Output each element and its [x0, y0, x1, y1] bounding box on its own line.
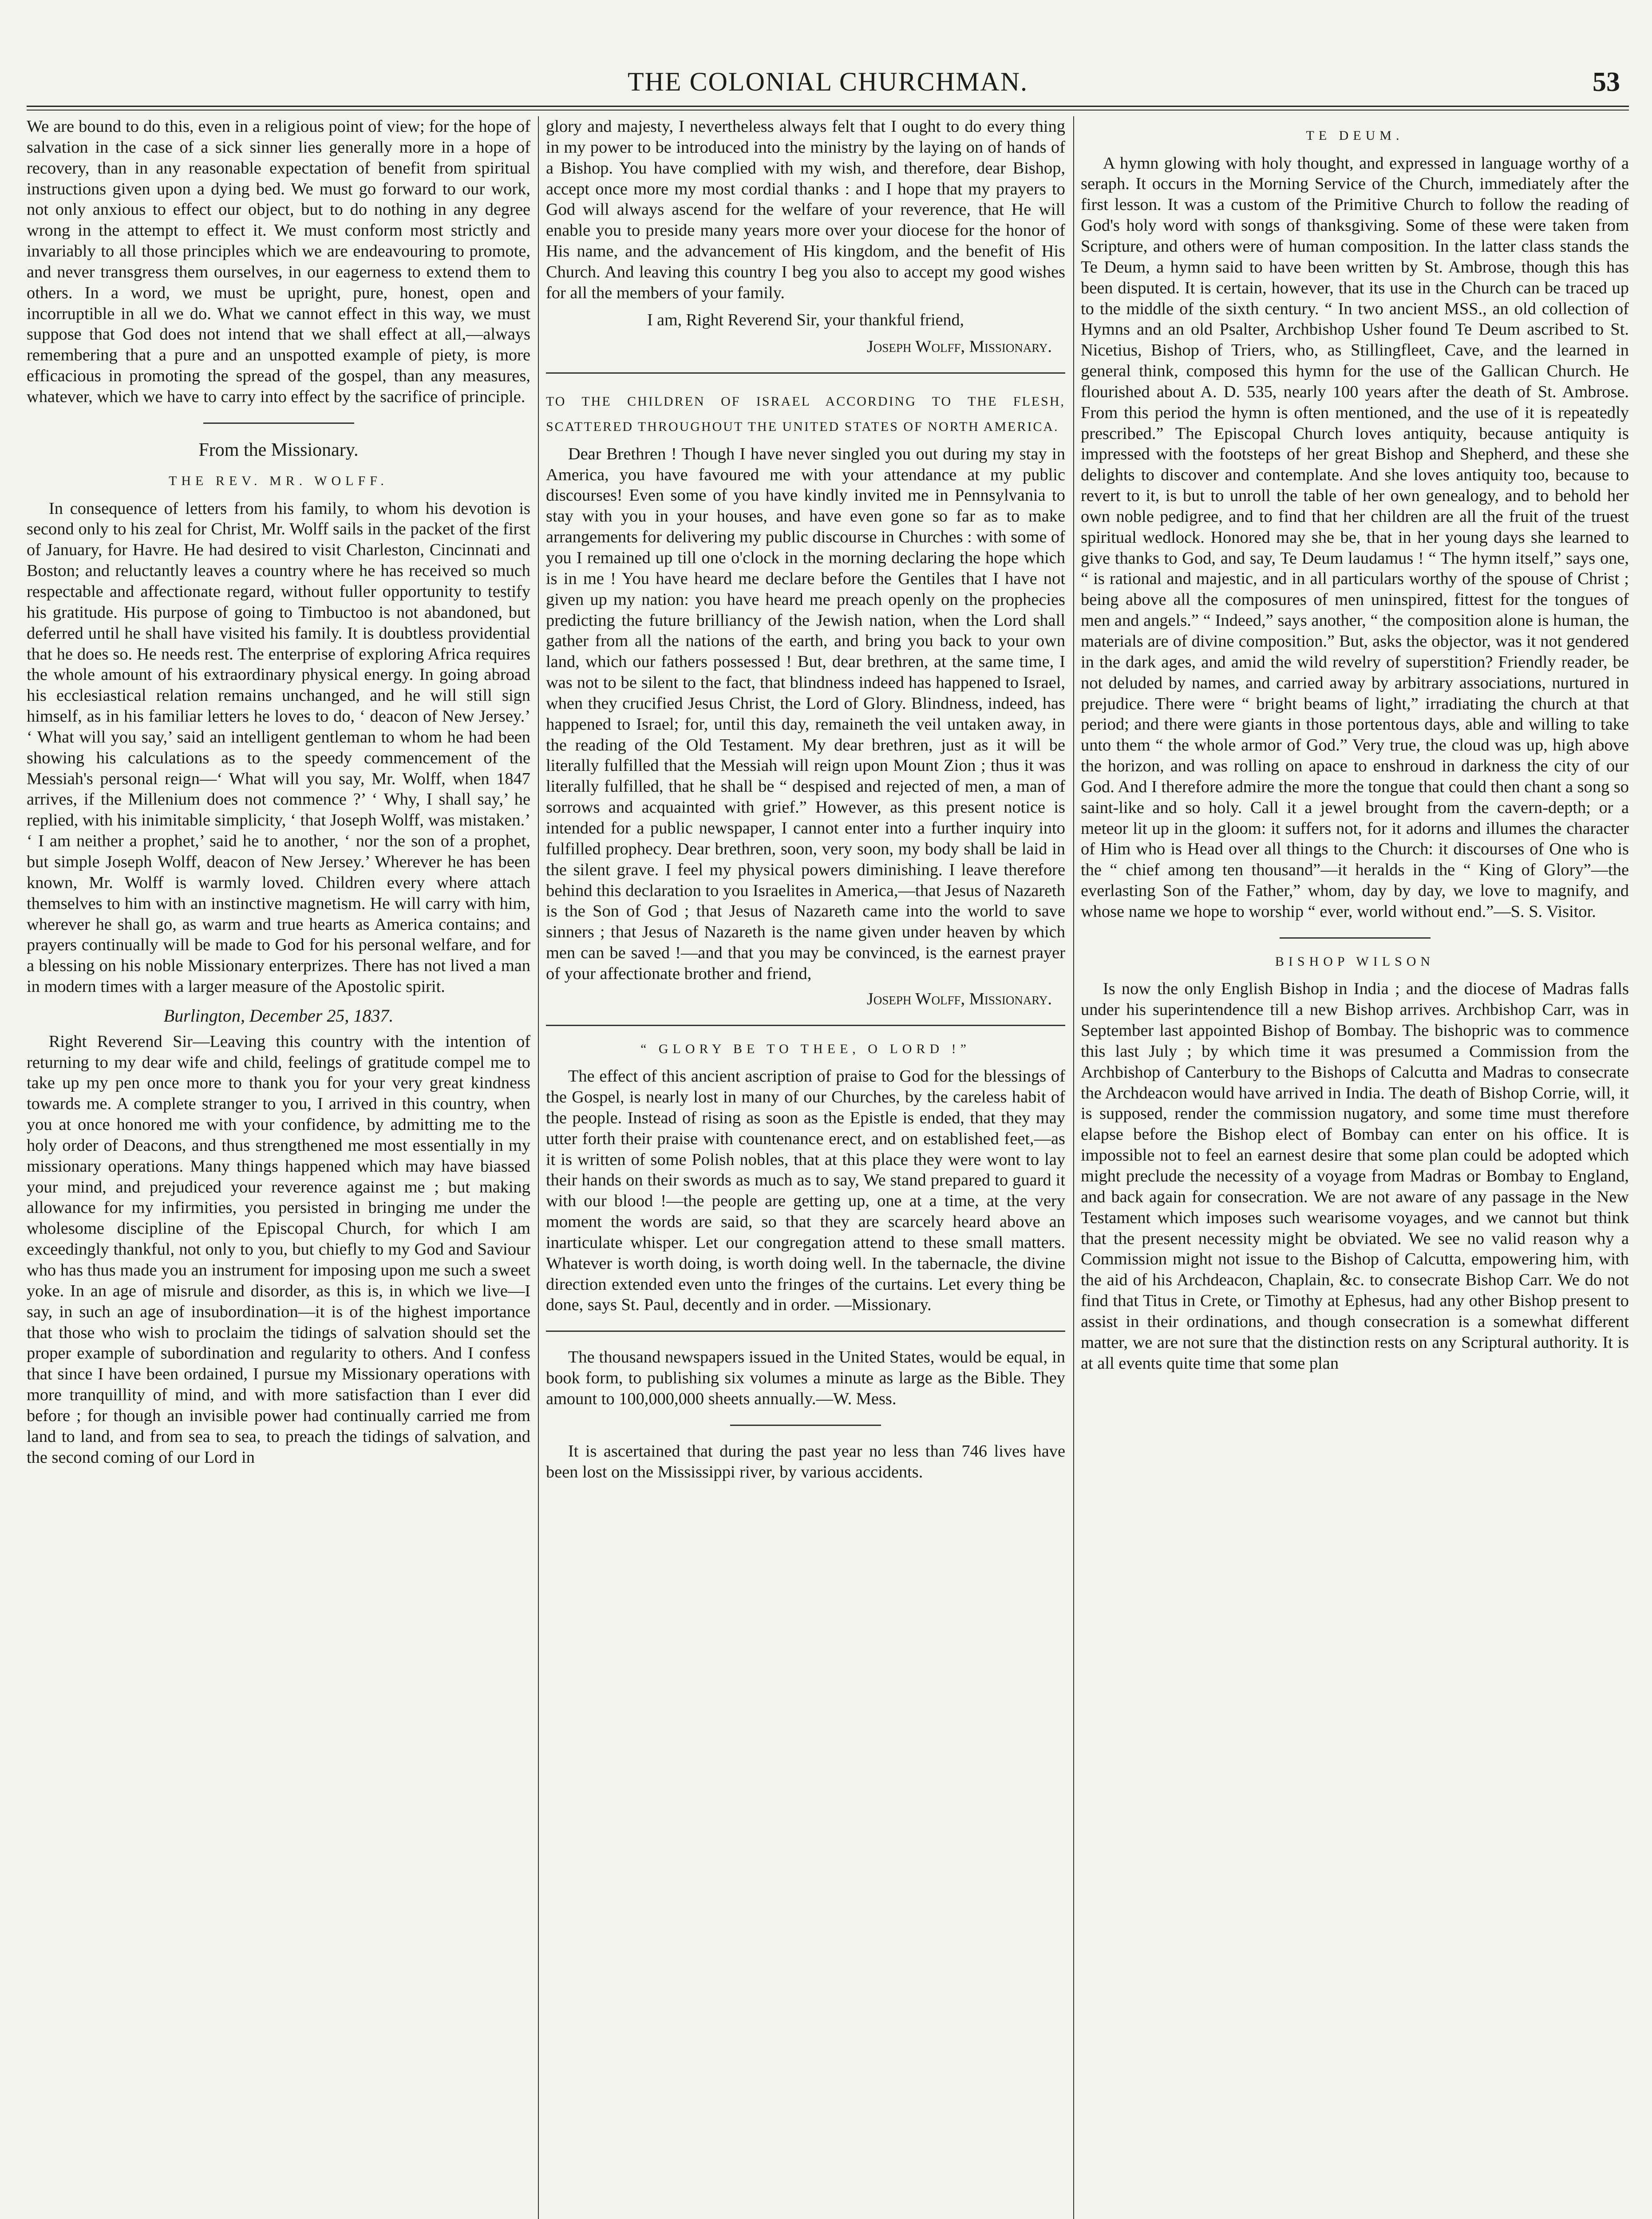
column-divider	[1073, 116, 1074, 2219]
letter-closing: I am, Right Reverend Sir, your thankful friend,	[647, 310, 964, 329]
letter-address: TO THE CHILDREN OF ISRAEL ACCORDING TO THE FLESH, SCATTERED THROUGHOUT THE UNITED STATES OF NORTH AMERICA.	[546, 394, 1065, 434]
column-divider	[538, 116, 539, 2219]
section-divider	[546, 372, 1065, 374]
article-paragraph: It is ascertained that during the past year no less than 746 lives have been lost on the Mississippi river, by various accidents.	[546, 1441, 1065, 1481]
newspaper-title: THE COLONIAL CHURCHMAN.	[627, 67, 1028, 96]
letter-dateline: Burlington, December 25, 1837.	[163, 1005, 394, 1026]
section-divider	[1280, 937, 1431, 939]
column-2	[546, 116, 1065, 2219]
article-heading: TE DEUM.	[1306, 128, 1404, 143]
masthead	[27, 67, 1629, 107]
article-paragraph: Is now the only English Bishop in India ; and the diocese of Madras falls under his superintendence till a new Bishop arrives. Archbishop Carr, was in September last appointed Bishop of Bombay. The bishopric was to commence this last July ; by which time it was presumed a Commission from the Archbishop of Canterbury to the Bishops of Calcutta and Madras to consecrate the Archdeacon would have arrived in India. The death of Bishop Corrie, will, it is supposed, render the commission nugatory, and some time must therefore elapse before the Bishop elect of Bombay can enter on his office. It is impossible not to feel an earnest desire that some plan could be adopted which might preclude the necessity of a voyage from Madras or Bombay to England, and back again for consecration. We are not aware of any passage in the New Testament which imposes such wearisome voyages, and we cannot but think that the present necessity might be obviated. We see no valid reason why a Commission might not issue to the Bishop of Calcutta, empowering him, with the aid of his Archdeacon, Chaplain, &c. to consecrate Bishop Carr. We do not find that Titus in Crete, or Timothy at Ephesus, had any other Bishop present to assist in their ordinations, and though consecration is a somewhat different matter, we are not sure that the distinction rests on any Scriptural authority. It is at all events quite time that some plan	[1081, 979, 1629, 1373]
section-divider	[546, 1331, 1065, 1332]
section-title: From the Missionary.	[198, 439, 359, 460]
column-1	[27, 116, 530, 2219]
article-paragraph: In consequence of letters from his family, to whom his devotion is second only to his zeal for Christ, Mr. Wolff sails in the packet of the first of January, for Havre. He had desired to visit Charleston, Cincinnati and Boston; and reluctantly leaves a country where he has received so much respectable and affectionate regard, without fuller opportunity to testify his gratitude. His purpose of going to Timbuctoo is not abandoned, but deferred until he shall have visited his family. It is doubtless providential that he does so. He needs rest. The enterprise of exploring Africa requires the whole amount of his extraordinary physical energy. In going abroad his ecclesiastical relation remains unchanged, and he will still sign himself, as in his familiar letters he loves to do, ‘ deacon of New Jersey.’ ‘ What will you say,’ said an intelligent gentleman to whom he had been showing his calculations as to the speedy commencement of the Messiah's personal reign—‘ What will you say, Mr. Wolff, when 1847 arrives, if the Millenium does not commence ?’ ‘ Why, I shall say,’ he replied, with his inimitable simplicity, ‘ that Joseph Wolff, was mistaken.’ ‘ I am neither a prophet,’ said he to another, ‘ nor the son of a prophet, but simple Joseph Wolff, deacon of New Jersey.’ Wherever he has been known, Mr. Wolff is warmly loved. Children every where attach themselves to him with an instinctive magnetism. He will carry with him, wherever he shall go, as warm and true hearts as America contains; and prayers continually will be made to God for his personal welfare, and for a blessing on his noble Missionary enterprizes. There has not lived a man in modern times with a larger measure of the Apostolic spirit.	[27, 499, 530, 996]
section-divider	[203, 422, 354, 424]
section-divider	[730, 1425, 881, 1426]
article-paragraph: A hymn glowing with holy thought, and expressed in language worthy of a seraph. It occurs in the Morning Service of the Church, immediately after the first lesson. It was a custom of the Primitive Church to follow the reading of God's holy word with songs of thanksgiving. Some of these were taken from Scripture, and others were of human composition. In the latter class stands the Te Deum, a hymn said to have been written by St. Ambrose, though this has been disputed. It is certain, however, that its use in the Church can be traced up to the middle of the sixth century. “ In two ancient MSS., an old collection of Hymns and an old Psalter, Archbishop Usher found Te Deum ascribed to St. Nicetius, Bishop of Triers, who, as Stillingfleet, Cave, and the learned in general think, composed this hymn for the use of the Gallican Church. He flourished about A. D. 535, nearly 100 years after the death of St. Ambrose. From this period the hymn is often mentioned, and the use of it is repeatedly prescribed.” The Episcopal Church loves antiquity, because antiquity is impressed with the footsteps of her great Bishop and Shepherd, and these she delights to discover and contemplate. And she loves antiquity too, because to revert to it, is but to unroll the table of her own genealogy, and to behold her own noble pedigree, and to find that her children are all the fruit of the truest spiritual wedlock. Honored may she be, that in her young days she learned to give thanks to God, and say, Te Deum laudamus ! “ The hymn itself,” says one, “ is rational and majestic, and in all particulars worthy of the spouse of Christ ; being above all the composures of men uninspired, fittest for the tongues of men and angels.” “ Indeed,” says another, “ the composition alone is human, the materials are of divine composition.” But, asks the objector, was it not gendered in the dark ages, and amid the wild revelry of superstition? Friendly reader, be not deluded by names, and carried away by arbitrary associations, nurtured in prejudice. There were “ bright beams of light,” irradiating the church at that period; and there were giants in those portentous days, able and willing to take unto them “ the whole armor of God.” Very true, the cloud was up, high above the horizon, and was rolling on apace to enshroud in darkness the city of our God. And I therefore admire the more the tongue that could then chant a song so saint-like and so holy. Call it a jewel brought from the cavern-depth; or a meteor lit up in the gloom: it suffers not, for it adorns and illumes the character of Him who is Head over all things to the Church: it discourses of One who is the “ chief among ten thousand”—it heralds in the “ King of Glory”—the everlasting Son of the Father,” whom, day by day, we love to magnify, and whose name we hope to worship “ ever, world without end.”—S. S. Visitor.	[1081, 154, 1629, 921]
article-paragraph: The thousand newspapers issued in the United States, would be equal, in book form, to publishing six volumes a minute as large as the Bible. They amount to 100,000,000 sheets annually.—W. Mess.	[546, 1348, 1065, 1408]
article-heading: “ GLORY BE TO THEE, O LORD !”	[640, 1041, 971, 1056]
column-3	[1081, 116, 1629, 2219]
letter-signature: Joseph Wolff, Missionary.	[866, 337, 1052, 356]
letter-paragraph: glory and majesty, I nevertheless always felt that I ought to do every thing in my power to be introduced into the ministry by the laying on of hands of a Bishop. You have complied with my wish, and therefore, dear Bishop, accept once more my most cordial thanks : and I hope that my prayers to God will always ascend for the welfare of your reverence, that He will enable you to preside many years more over your diocese for the honor of His name, and the advancement of His kingdom, and the benefit of His Church. And leaving this country I beg you also to accept my good wishes for all the members of your family.	[546, 117, 1065, 302]
article-paragraph: We are bound to do this, even in a religious point of view; for the hope of salvation in the case of a sick sinner lies generally more in a hope of recovery, than in any reasonable expectation of benefit from spiritual instructions given upon a dying bed. We must go forward to our work, not only anxious to effect our object, but to do nothing in any degree wrong in the attempt to effect it. We must conform most strictly and invariably to all those principles which we are endeavouring to promote, and never transgress them ourselves, in our eagerness to extend them to others. In a word, we must be upright, pure, honest, open and incorruptible in all we do. What we cannot effect in this way, we must suppose that God does not intend that we shall effect at all,—always remembering that a pure and an unspotted example of piety, is more efficacious in promoting the spread of the gospel, than any measures, whatever, which we have to carry into effect by the sacrifice of principle.	[27, 117, 530, 406]
article-heading: THE REV. MR. WOLFF.	[169, 474, 388, 489]
letter-paragraph: Dear Brethren ! Though I have never singled you out during my stay in America, you have favoured me with your attendance at my public discourses! Even some of you have kindly invited me in Pennsylvania to stay with you in your houses, and have even gone so far as to make arrangements for delivering my public discourse in Churches : with some of you I remained up till one o'clock in the morning declaring the hope which is in me ! You have heard me declare before the Gentiles that I have not given up my nation: you have heard me preach openly on the prophecies predicting the future brilliancy of the Jewish nation, when the Lord shall gather from all the nations of the earth, and bring you back to your own land, which our fathers possessed ! But, dear brethren, at the same time, I was not to be silent to the fact, that blindness indeed has happened to Israel, when they crucified Jesus Christ, the Lord of Glory. Blindness, indeed, has happened to Israel; for, until this day, remaineth the veil untaken away, in the reading of the Old Testament. My dear brethren, just as it will be literally fulfilled that the Messiah will reign upon Mount Zion ; thus it was literally fulfilled, that he shall be “ despised and rejected of men, a man of sorrows and acquainted with grief.” However, as this present notice is intended for a public newspaper, I cannot enter into a further inquiry into fulfilled prophecy. Dear brethren, soon, very soon, my body shall be laid in the silent grave. I feel my physical powers diminishing. I leave therefore behind this declaration to you Israelites in America,—that Jesus of Nazareth is the Son of God ; that Jesus of Nazareth came into the world to save sinners ; that Jesus of Nazareth is the name given under heaven by which men can be saved !—and that you may be convinced, is the earnest prayer of your affectionate brother and friend,	[546, 444, 1065, 983]
section-divider	[546, 1025, 1065, 1026]
letter-signature: Joseph Wolff, Missionary.	[866, 989, 1052, 1008]
header-rule	[27, 106, 1629, 111]
page-number: 53	[1593, 67, 1620, 97]
article-heading: BISHOP WILSON	[1275, 954, 1435, 969]
article-paragraph: The effect of this ancient ascription of praise to God for the blessings of the Gospel, is nearly lost in many of our Churches, by the careless habit of the people. Instead of rising as soon as the Epistle is ended, that they may utter forth their praise with countenance erect, and on established feet,—as it is written of some Polish nobles, that at this place they were wont to lay their hands on their swords as much as to say, We stand prepared to guard it with our blood !—the people are getting up, one at a time, at the very moment the words are said, so that they are scarcely heard above an inarticulate whisper. Let our congregation attend to these small matters. Whatever is worth doing, is worth doing well. In the tabernacle, the divine direction extended even unto the fringes of the curtains. Let every thing be done, says St. Paul, decently and in order. —Missionary.	[546, 1067, 1065, 1315]
letter-paragraph: Right Reverend Sir—Leaving this country with the intention of returning to my dear wife and child, feelings of gratitude compel me to take up my pen once more to thank you for your very great kindness towards me. A complete stranger to you, I arrived in this country, when you at once honored me with your confidence, by admitting me to the holy order of Deacons, and thus strengthened me most essentially in my missionary operations. Many things happened which may have biassed your mind, and prejudiced your reverence against me ; but making allowance for my infirmities, you persisted in bringing me under the wholesome discipline of the Episcopal Church, for which I am exceedingly thankful, not only to you, but chiefly to my God and Saviour who has thus made you an instrument for imposing upon me such a sweet yoke. In an age of misrule and disorder, as this is, in which we live—I say, in such an age of insubordination—it is of the highest importance that those who wish to proclaim the tidings of salvation should set the proper example of subordination and regularity to others. And I confess that since I have been ordained, I pursue my Missionary operations with more tranquillity of mind, and with more satisfaction than I ever did before ; for though an invisible power had continually carried me from land to land, and from sea to sea, to preach the tidings of salvation, and the second coming of our Lord in	[27, 1032, 530, 1467]
